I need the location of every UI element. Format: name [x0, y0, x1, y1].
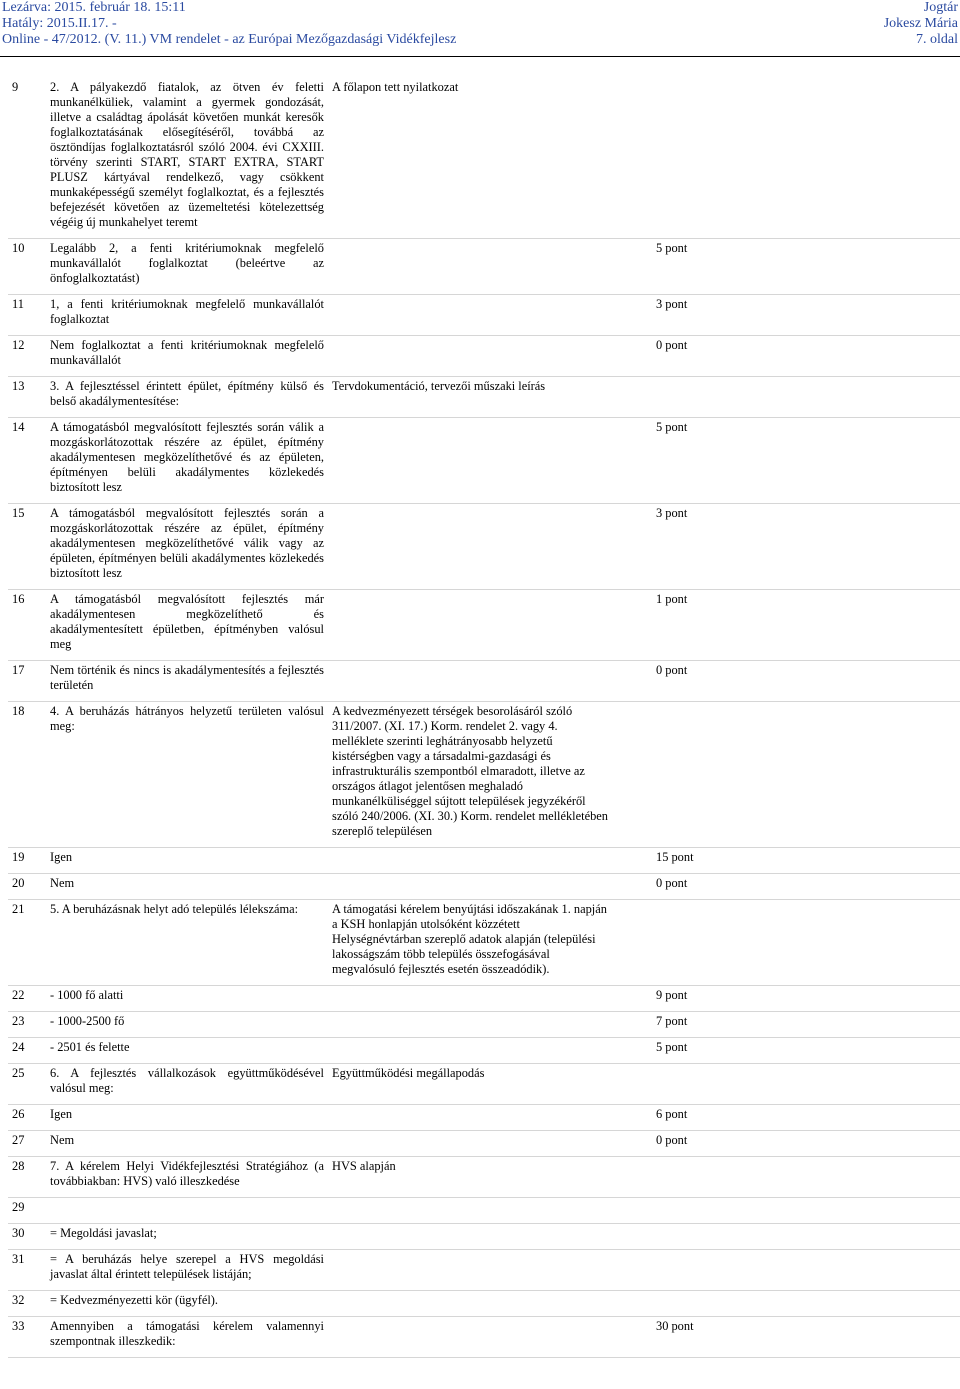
header-publisher: Jogtár	[923, 0, 958, 15]
table-row	[8, 1198, 960, 1224]
criterion-text: 1, a fenti kritériumoknak megfelelő munkavállalót foglalkoztat	[50, 297, 324, 326]
points: 1 pont	[656, 592, 688, 606]
row-number: 18	[12, 704, 25, 718]
criterion-text: Nem	[50, 1133, 75, 1147]
table-row	[8, 239, 960, 295]
points: 15 pont	[656, 850, 694, 864]
source-document	[328, 1224, 612, 1250]
row-number: 32	[12, 1293, 25, 1307]
criterion-text: Legalább 2, a fenti kritériumoknak megfelelő munkavállalót foglalkoztat (beleértve az önfoglalkoztatást)	[50, 241, 324, 285]
criterion-text: Igen	[50, 1107, 73, 1121]
row-number: 13	[12, 379, 25, 393]
table-row	[8, 1317, 960, 1358]
table-row	[8, 1038, 960, 1064]
criterion-text	[46, 1198, 328, 1224]
criterion-text: 6. A fejlesztés vállalkozások együttműködésével valósul meg:	[50, 1066, 324, 1095]
header-divider	[0, 56, 960, 57]
row-number: 12	[12, 338, 25, 352]
source-document	[328, 1012, 612, 1038]
criteria-table	[8, 78, 960, 1358]
row-number: 20	[12, 876, 25, 890]
row-number: 17	[12, 663, 25, 677]
points	[612, 1064, 960, 1105]
source-document	[328, 1038, 612, 1064]
source-document	[328, 1291, 612, 1317]
row-number: 23	[12, 1014, 25, 1028]
row-number: 29	[12, 1200, 25, 1214]
row-number: 31	[12, 1252, 25, 1266]
criterion-text: - 2501 és felette	[50, 1040, 130, 1054]
table-row	[8, 1131, 960, 1157]
points: 6 pont	[656, 1107, 688, 1121]
points: 0 pont	[656, 876, 688, 890]
row-number: 10	[12, 241, 25, 255]
points	[612, 1250, 960, 1291]
points	[612, 78, 960, 239]
table-row	[8, 661, 960, 702]
points	[612, 900, 960, 986]
source-document	[328, 1317, 612, 1358]
source-document: A támogatási kérelem benyújtási időszakának 1. napján a KSH honlapján utolsóként közzétett Helységnévtárban szereplő adatok alapján (települési lakosságszám több település összefogásával megvalósuló fejlesztés esetén összeadódik).	[332, 902, 607, 976]
source-document: HVS alapján	[332, 1159, 396, 1173]
header-page-number: 7. oldal	[916, 32, 958, 47]
source-document	[328, 874, 612, 900]
row-number: 27	[12, 1133, 25, 1147]
page-header	[2, 0, 958, 52]
table-row	[8, 874, 960, 900]
criterion-text: = A beruházás helye szerepel a HVS megoldási javaslat által érintett települések listáján;	[50, 1252, 324, 1281]
table-row	[8, 504, 960, 590]
row-number: 33	[12, 1319, 25, 1333]
row-number: 9	[12, 80, 19, 94]
table-row	[8, 1157, 960, 1198]
row-number: 15	[12, 506, 25, 520]
source-document	[328, 239, 612, 295]
row-number: 14	[12, 420, 25, 434]
source-document	[328, 1105, 612, 1131]
points: 3 pont	[656, 297, 688, 311]
criterion-text: - 1000-2500 fő	[50, 1014, 125, 1028]
criterion-text: Nem foglalkoztat a fenti kritériumoknak megfelelő munkavállalót	[50, 338, 324, 367]
points: 5 pont	[656, 420, 688, 434]
row-number: 21	[12, 902, 25, 916]
points: 7 pont	[656, 1014, 688, 1028]
row-number: 25	[12, 1066, 25, 1080]
row-number: 30	[12, 1226, 25, 1240]
table-row	[8, 418, 960, 504]
points: 0 pont	[656, 663, 688, 677]
criterion-text: A támogatásból megvalósított fejlesztés során válik a mozgáskorlátozottak részére az épület, építmény akadálymentesen megközelíthetővé és az épületen, építményen belüli akadálymentes közlekedés biztosított lesz	[50, 420, 324, 494]
source-document: Együttműködési megállapodás	[332, 1066, 485, 1080]
points: 9 pont	[656, 988, 688, 1002]
row-number: 16	[12, 592, 25, 606]
points	[612, 377, 960, 418]
criterion-text: 4. A beruházás hátrányos helyzetű területen valósul meg:	[50, 704, 324, 733]
points: 0 pont	[656, 338, 688, 352]
row-number: 24	[12, 1040, 25, 1054]
row-number: 28	[12, 1159, 25, 1173]
points: 30 pont	[656, 1319, 694, 1333]
points: 5 pont	[656, 1040, 688, 1054]
points: 5 pont	[656, 241, 688, 255]
table-row	[8, 900, 960, 986]
header-licensee: Jokesz Mária	[883, 16, 958, 31]
criterion-text: A támogatásból megvalósított fejlesztés már akadálymentesen megközelíthető és akadálymentesített épületben, építményben valósul meg	[50, 592, 324, 651]
table-row	[8, 702, 960, 848]
header-document-title: Online - 47/2012. (V. 11.) VM rendelet - az Európai Mezőgazdasági Vidékfejlesz	[2, 32, 457, 47]
points	[612, 1224, 960, 1250]
points	[612, 1157, 960, 1198]
table-row	[8, 986, 960, 1012]
criterion-text: 5. A beruházásnak helyt adó település lélekszáma:	[50, 902, 299, 916]
row-number: 26	[12, 1107, 25, 1121]
source-document	[328, 1131, 612, 1157]
criterion-text: A támogatásból megvalósított fejlesztés során a mozgáskorlátozottak részére az épület, építmény akadálymentesen megközelíthetővé válik vagy az épületen, építményen belüli akadálymentes közlekedés biztosított lesz	[50, 506, 324, 580]
criterion-text: = Kedvezményezetti kör (ügyfél).	[50, 1293, 218, 1307]
criterion-text: Amennyiben a támogatási kérelem valamennyi szempontnak illeszkedik:	[50, 1319, 324, 1348]
table-row	[8, 336, 960, 377]
points	[612, 1198, 960, 1224]
points	[612, 1291, 960, 1317]
points: 0 pont	[656, 1133, 688, 1147]
table-row	[8, 1250, 960, 1291]
source-document	[328, 504, 612, 590]
source-document	[328, 1198, 612, 1224]
row-number: 22	[12, 988, 25, 1002]
criterion-text: 3. A fejlesztéssel érintett épület, építmény külső és belső akadálymentesítése:	[50, 379, 324, 408]
source-document	[328, 1250, 612, 1291]
header-left	[2, 0, 456, 48]
table-row	[8, 78, 960, 239]
row-number: 11	[12, 297, 24, 311]
points: 3 pont	[656, 506, 688, 520]
source-document	[328, 986, 612, 1012]
table-row	[8, 1012, 960, 1038]
table-row	[8, 1105, 960, 1131]
criterion-text: 7. A kérelem Helyi Vidékfejlesztési Stratégiához (a továbbiakban: HVS) való illeszkedése	[50, 1159, 324, 1188]
table-row	[8, 295, 960, 336]
source-document	[328, 418, 612, 504]
criterion-text: Igen	[50, 850, 73, 864]
criterion-text: = Megoldási javaslat;	[50, 1226, 157, 1240]
source-document: Tervdokumentáció, tervezői műszaki leírás	[332, 379, 546, 393]
criterion-text: Nem	[50, 876, 75, 890]
source-document	[328, 295, 612, 336]
criterion-text: 2. A pályakezdő fiatalok, az ötven év feletti munkanélküliek, valamint a gyermek gondozását, illetve a családtag ápolását követően munkát keresők foglalkoztatásának elősegítéséről, továbbá az ösztöndíjas foglalkoztatásról szóló 2004. évi CXXIII. törvény szerinti START, START EXTRA, START PLUSZ kártyával rendelkező, vagy csökkent munkaképességű személyt foglalkoztat, és a fejlesztés befejezését követően az üzemeltetési kötelezettség végéig új munkahelyet teremt	[50, 80, 324, 229]
source-document: A kedvezményezett térségek besorolásáról szóló 311/2007. (XI. 17.) Korm. rendelet 2. vagy 4. melléklete szerinti leghátrányosabb helyzetű kistérségben vagy a társadalmi-gazdasági és infrastrukturális szempontból elmaradott, illetve az országos átlagot jelentősen meghaladó munkanélküliséggel sújtott települések jegyzékéről szóló 240/2006. (XI. 30.) Korm. rendelet mellékletében szereplő településen	[332, 704, 608, 838]
criterion-text: - 1000 fő alatti	[50, 988, 124, 1002]
table-row	[8, 590, 960, 661]
source-document	[328, 590, 612, 661]
row-number: 19	[12, 850, 25, 864]
source-document	[328, 848, 612, 874]
table-row	[8, 1224, 960, 1250]
header-effect: Hatály: 2015.II.17. -	[2, 16, 117, 31]
header-closed-date: Lezárva: 2015. február 18. 15:11	[2, 0, 186, 15]
criterion-text: Nem történik és nincs is akadálymentesítés a fejlesztés területén	[50, 663, 324, 692]
table-row	[8, 377, 960, 418]
table-row	[8, 1291, 960, 1317]
source-document: A főlapon tett nyilatkozat	[332, 80, 459, 94]
header-right	[884, 0, 958, 48]
table-row	[8, 1064, 960, 1105]
table-row	[8, 848, 960, 874]
points	[612, 702, 960, 848]
source-document	[328, 336, 612, 377]
source-document	[328, 661, 612, 702]
